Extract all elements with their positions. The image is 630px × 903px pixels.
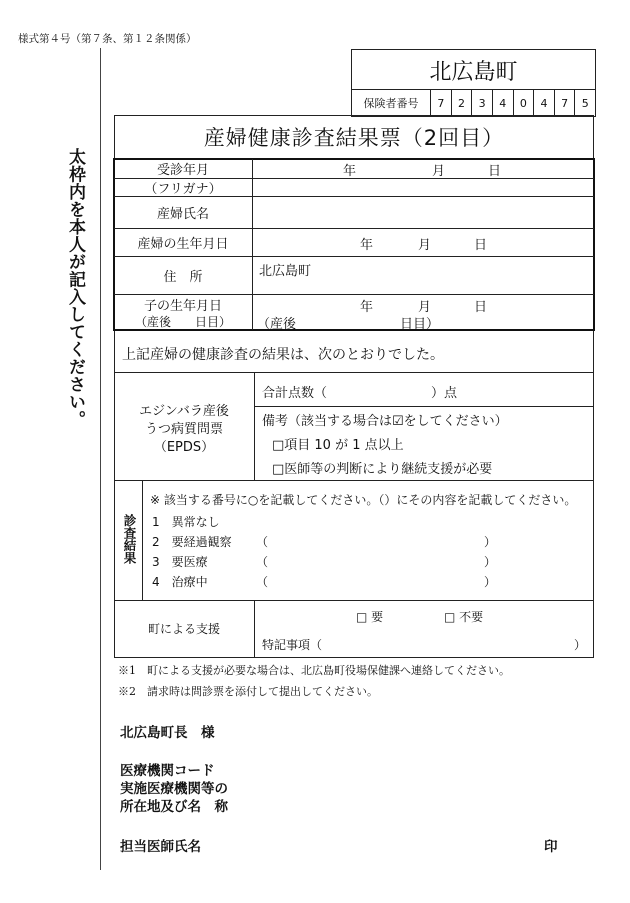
- mother-name-field[interactable]: [256, 199, 590, 225]
- note-1: ※1 町による支援が必要な場合は、北広島町役場保健課へ連絡してください。: [118, 664, 510, 677]
- support-needed-checkbox[interactable]: □ 要: [356, 610, 384, 624]
- result-item-4[interactable]: 4 治療中: [152, 575, 208, 589]
- visit-month: 月: [432, 164, 446, 179]
- form-title: 産婦健康診査結果票（2回目）: [203, 126, 505, 150]
- birth-year: 年: [360, 238, 374, 253]
- result-item-2-detail: （ ）: [256, 535, 497, 549]
- town-name: 北広島町: [351, 49, 596, 90]
- column-divider: [142, 480, 143, 600]
- child-day: 日: [474, 300, 488, 315]
- side-divider: [100, 48, 101, 870]
- result-statement: 上記産婦の健康診査の結果は、次のとおりでした。: [122, 347, 444, 363]
- result-item-1[interactable]: 1 異常なし: [152, 515, 220, 529]
- epds-total-score: 合計点数（ ）点: [262, 386, 458, 401]
- row-divider: [114, 480, 594, 481]
- mother-name-label: 産婦氏名: [156, 206, 209, 222]
- result-item-3[interactable]: 3 要医療: [152, 555, 208, 569]
- institution-label-line1: 実施医療機関等の: [120, 781, 228, 797]
- special-notes: 特記事項（ ）: [262, 638, 587, 652]
- epds-remark: 備考（該当する場合は☑をしてください）: [262, 414, 508, 429]
- seal-mark: 印: [544, 839, 558, 855]
- note-2: ※2 請求時は問診票を添付して提出してください。: [118, 685, 378, 698]
- epds-label-line3: （EPDS）: [153, 439, 215, 455]
- insurer-digit: 4: [534, 90, 555, 116]
- medical-institution-code-label: 医療機関コード: [120, 763, 215, 779]
- insurer-digit: 7: [431, 90, 452, 116]
- epds-label-line1: エジンバラ産後: [139, 403, 229, 419]
- epds-check-item10[interactable]: □項目 10 が 1 点以上: [272, 438, 404, 453]
- insurer-number-label: 保険者番号: [352, 90, 431, 116]
- child-days-after: （産後 日目）: [257, 317, 440, 332]
- mayor-addressee: 北広島町長 様: [120, 725, 215, 741]
- town-support-label: 町による支援: [147, 622, 220, 636]
- birth-month: 月: [418, 238, 432, 253]
- column-divider: [254, 600, 255, 657]
- row-divider: [114, 372, 594, 373]
- insurer-digit: 3: [472, 90, 493, 116]
- visit-day: 日: [488, 164, 502, 179]
- doctor-name-label: 担当医師氏名: [120, 839, 201, 855]
- visit-year: 年: [343, 164, 357, 179]
- mother-birth-label: 産婦の生年月日: [137, 236, 229, 252]
- insurer-digit: 4: [493, 90, 514, 116]
- institution-label-line2: 所在地及び名 称: [120, 799, 228, 815]
- birth-day: 日: [474, 238, 488, 253]
- insurer-number-row: [351, 89, 596, 117]
- furigana-label: （フリガナ）: [144, 181, 222, 197]
- child-year: 年: [360, 300, 374, 315]
- result-item-2[interactable]: 2 要経過観察: [152, 535, 232, 549]
- address-label: 住 所: [163, 269, 203, 285]
- side-instruction: 太枠内を本人が記入してください。: [65, 148, 85, 428]
- address-value: 北広島町: [259, 264, 312, 279]
- exam-result-label: 診査結果: [122, 514, 137, 564]
- result-item-4-detail: （ ）: [256, 575, 497, 589]
- insurer-digit: 0: [514, 90, 535, 116]
- child-birth-label: 子の生年月日: [143, 298, 222, 314]
- row-divider: [254, 406, 594, 407]
- exam-result-instruction: ※ 該当する番号に○を記載してください。（）にその内容を記載してください。: [150, 493, 577, 507]
- form-number-label: 様式第４号（第７条、第１２条関係）: [18, 33, 197, 45]
- insurer-digit: 5: [581, 96, 589, 110]
- insurer-digit: 2: [452, 90, 473, 116]
- support-not-needed-checkbox[interactable]: □ 不要: [444, 610, 484, 624]
- epds-check-continued-support[interactable]: □医師等の判断により継続支援が必要: [272, 462, 493, 477]
- visit-date-label: 受診年月: [156, 163, 209, 178]
- insurer-digit: 7: [555, 90, 576, 116]
- column-divider: [252, 159, 253, 330]
- child-days-label: （産後 日目）: [134, 315, 231, 329]
- column-divider: [254, 372, 255, 480]
- epds-label-line2: うつ病質問票: [144, 421, 223, 437]
- result-item-3-detail: （ ）: [256, 555, 497, 569]
- child-month: 月: [418, 300, 432, 315]
